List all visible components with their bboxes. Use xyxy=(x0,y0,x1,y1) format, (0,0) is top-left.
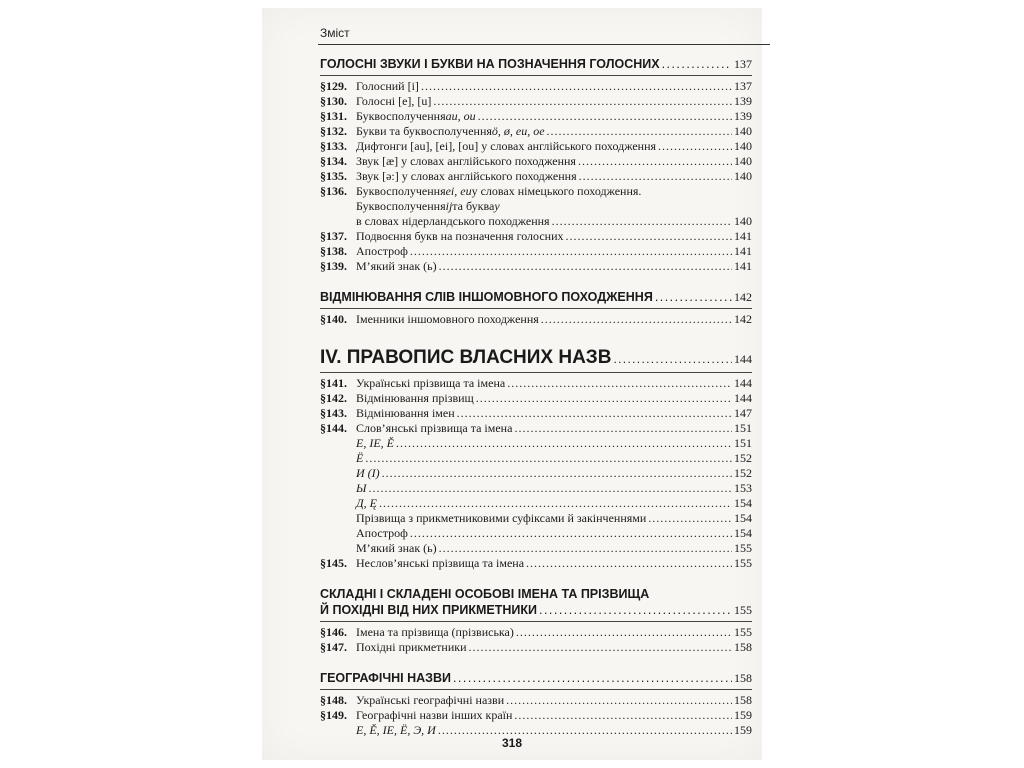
toc-entry-continuation: в словах нідерландського походження . . . 140 xyxy=(320,214,752,229)
toc-entry: §146. Імена та прізвища (прізвиська) . . . 155 xyxy=(320,625,752,640)
section-heading: Й ПОХІДНІ ВІД НИХ ПРИКМЕТНИКИ . . . 155 xyxy=(320,602,752,618)
running-header: Зміст xyxy=(320,26,350,40)
toc-entry: §136. Буквосполучення ei, eu у словах німецького походження. xyxy=(320,184,642,198)
page-number: 318 xyxy=(501,736,523,750)
toc-entry: §138. Апостроф . . . 141 xyxy=(320,244,752,259)
toc-entry: §135. Звук [ə:] у словах англійського походження . . . 140 xyxy=(320,169,752,184)
toc-subentry: Ы . . . 153 xyxy=(320,481,752,496)
toc-subentry: М’який знак (ь) . . . 155 xyxy=(320,541,752,556)
section-rule xyxy=(320,621,752,622)
toc-entry: §139. М’який знак (ь) . . . 141 xyxy=(320,259,752,274)
toc-entry: §142. Відмінювання прізвищ . . . 144 xyxy=(320,391,752,406)
toc-entry: §147. Похідні прикметники . . . 158 xyxy=(320,640,752,655)
section-heading: ГОЛОСНІ ЗВУКИ І БУКВИ НА ПОЗНАЧЕННЯ ГОЛОСНИХ . . . 137 xyxy=(320,56,752,72)
header-rule xyxy=(318,44,770,45)
toc-entry: §129. Голосний [і] . . . 137 xyxy=(320,79,752,94)
toc-entry: §131. Буквосполучення au, ou . . . 139 xyxy=(320,109,752,124)
toc-entry: §143. Відмінювання імен . . . 147 xyxy=(320,406,752,421)
toc-entry: §130. Голосні [е], [u] . . . 139 xyxy=(320,94,752,109)
toc-subentry: Д, Ę . . . 154 xyxy=(320,496,752,511)
toc-entry: §141. Українські прізвища та імена . . . 144 xyxy=(320,376,752,391)
section-heading-line1: СКЛАДНІ І СКЛАДЕНІ ОСОБОВІ ІМЕНА ТА ПРІЗВИЩА xyxy=(320,587,650,601)
section-rule xyxy=(320,372,752,373)
section-heading: ГЕОГРАФІЧНІ НАЗВИ . . . 158 xyxy=(320,670,752,686)
section-rule xyxy=(320,689,752,690)
toc-entry: §149. Географічні назви інших країн . . . 159 xyxy=(320,708,752,723)
toc-subentry: E, IE, Ě . . . 151 xyxy=(320,436,752,451)
section-rule xyxy=(320,308,752,309)
toc-entry: §134. Звук [æ] у словах англійського походження . . . 140 xyxy=(320,154,752,169)
toc-entry: §148. Українські географічні назви . . . 158 xyxy=(320,693,752,708)
toc-entry: §140. Іменники іншомовного походження . . . 142 xyxy=(320,312,752,327)
table-of-contents xyxy=(320,56,752,738)
toc-entry: §144. Слов’янські прізвища та імена . . . 151 xyxy=(320,421,752,436)
toc-subentry: Апостроф . . . 154 xyxy=(320,526,752,541)
toc-subentry: Прізвища з прикметниковими суфіксами й закінченнями . . . 154 xyxy=(320,511,752,526)
toc-subentry: Е, Ě, IE, Ë, Э, И . . . 159 xyxy=(320,723,752,738)
section-rule xyxy=(320,75,752,76)
toc-entry-continuation: Буквосполучення ij та буква y xyxy=(356,199,500,213)
toc-entry: §133. Дифтонги [au], [ei], [ou] у словах англійського походження . . . 140 xyxy=(320,139,752,154)
toc-subentry: И (I) . . . 152 xyxy=(320,466,752,481)
part-heading: IV. ПРАВОПИС ВЛАСНИХ НАЗВ . . . 144 xyxy=(320,347,752,369)
toc-subentry: Ë . . . 152 xyxy=(320,451,752,466)
toc-entry: §145. Неслов’янські прізвища та імена . . . 155 xyxy=(320,556,752,571)
toc-entry: §137. Подвоєння букв на позначення голосних . . . 141 xyxy=(320,229,752,244)
toc-entry: §132. Букви та буквосполучення ö, ø, eu, oe . . . 140 xyxy=(320,124,752,139)
section-heading: ВІДМІНЮВАННЯ СЛІВ ІНШОМОВНОГО ПОХОДЖЕННЯ . . . 142 xyxy=(320,289,752,305)
